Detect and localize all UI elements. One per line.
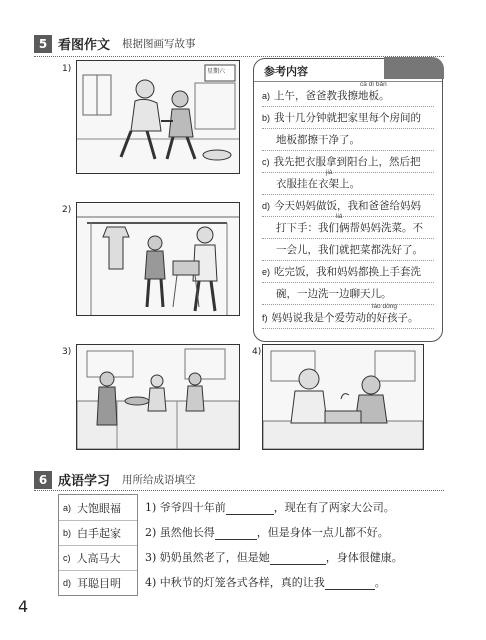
fill-sentence: 4) 中秋节的灯笼各式各样，真的让我 。 (145, 576, 386, 589)
picture-label-2: 2) (62, 205, 72, 215)
pinyin-annotation: liǎ (336, 213, 343, 220)
pinyin-annotation: láo dòng (372, 303, 397, 310)
section-subtitle: 用所给成语填空 (122, 474, 196, 486)
fill-sentence: 2) 虽然他长得 ，但是身体一点儿都不好。 (145, 526, 389, 539)
calendar-text: 星期六 (207, 69, 226, 75)
section-number: 6 (34, 471, 52, 489)
section-6-header (34, 470, 196, 489)
idiom-item: c) 人高马大 (59, 545, 137, 571)
picture-1-mopping-floor (76, 60, 240, 174)
section-title: 成语学习 (58, 474, 111, 489)
idiom-item: b) 白手起家 (59, 520, 137, 546)
picture-label-3: 3) (62, 347, 72, 357)
picture-2-hanging-clothes (76, 202, 240, 316)
fill-sentence: 1) 爷爷四十年前 ，现在有了两家大公司。 (145, 501, 395, 514)
reference-content-box (253, 58, 443, 342)
reference-line: e) 吃完饭，我和妈妈都换上手套洗 (262, 266, 422, 278)
reference-line: c) 我先把衣服拿到阳台上，然后把 (262, 156, 421, 168)
picture-3-kitchen-cooking (76, 344, 240, 450)
reference-line: 一会儿，我们就把菜都洗好了。 (276, 244, 423, 256)
section-number: 5 (34, 35, 52, 53)
pinyin-annotation: cā dì bǎn (360, 81, 387, 88)
reference-line: 衣服挂在衣架上。 (276, 178, 360, 190)
idiom-item: a) 大饱眼福 (59, 495, 137, 521)
reference-line: a) 上午，爸爸教我擦地板。 (262, 90, 390, 102)
reference-line: b) 我十几分钟就把家里每个房间的 (262, 112, 422, 124)
section-title: 看图作文 (58, 38, 111, 53)
answer-blank[interactable] (215, 527, 257, 540)
reference-line: d) 今天妈妈做饭，我和爸爸给妈妈 (262, 200, 422, 212)
section-subtitle: 根据图画写故事 (122, 38, 196, 50)
answer-blank[interactable] (270, 552, 326, 565)
fill-sentence: 3) 奶奶虽然老了，但是她 ，身体很健康。 (145, 551, 403, 564)
section-divider (34, 56, 444, 57)
reference-line: 地板都擦干净了。 (276, 134, 360, 146)
section-5-header (34, 34, 196, 53)
answer-blank[interactable] (325, 577, 375, 590)
reference-line: 碗，一边洗一边聊天儿。 (276, 288, 392, 300)
answer-blank[interactable] (226, 502, 274, 515)
page-number: 4 (18, 597, 29, 616)
picture-4-washing-dishes (262, 344, 424, 450)
reference-line: f) 妈妈说我是个爱劳动的好孩子。 (262, 312, 419, 324)
idiom-item: d) 耳聪目明 (63, 576, 122, 590)
pinyin-annotation: jià (326, 169, 333, 176)
reference-title: 参考内容 (264, 65, 308, 78)
reference-header-tab (384, 57, 444, 79)
section-divider (34, 490, 444, 491)
picture-label-1: 1) (62, 64, 72, 74)
idiom-list (58, 494, 138, 596)
reference-line: 打下手：我们俩帮妈妈洗菜。不 (276, 222, 423, 234)
picture-label-4: 4) (252, 347, 262, 357)
